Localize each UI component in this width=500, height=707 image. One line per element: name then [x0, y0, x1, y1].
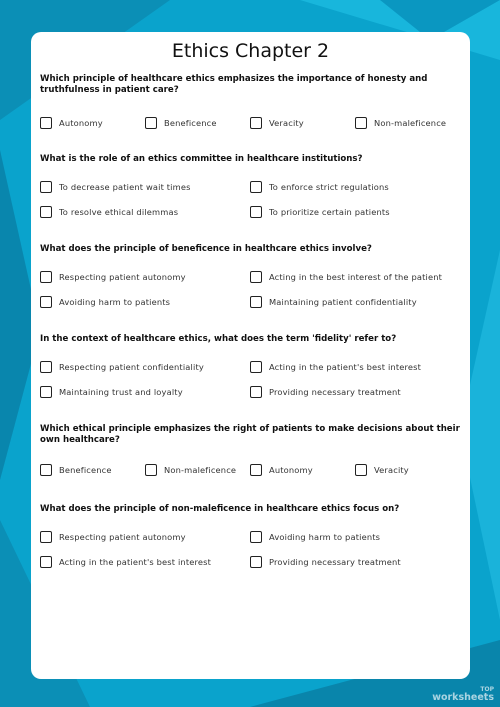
- option-label: Beneficence: [164, 118, 217, 128]
- option-label: Beneficence: [59, 465, 112, 475]
- checkbox[interactable]: [355, 117, 367, 129]
- q6-option-2[interactable]: [250, 529, 380, 545]
- q5-option-4[interactable]: [355, 462, 409, 478]
- option-label: Non-maleficence: [374, 118, 447, 128]
- q4-option-1[interactable]: [40, 359, 204, 375]
- q4-option-2[interactable]: [250, 359, 421, 375]
- q2-option-4[interactable]: [250, 204, 390, 220]
- option-label: To decrease patient wait times: [59, 182, 191, 192]
- brand-bottom: worksheets: [432, 692, 494, 703]
- q1-option-2[interactable]: [145, 115, 217, 131]
- checkbox[interactable]: [40, 271, 52, 283]
- q5-option-1[interactable]: [40, 462, 112, 478]
- option-label: Providing necessary treatment: [269, 387, 401, 397]
- checkbox[interactable]: [250, 117, 262, 129]
- checkbox[interactable]: [40, 464, 52, 476]
- q6-option-1[interactable]: [40, 529, 186, 545]
- q1-option-4[interactable]: [355, 115, 446, 131]
- q6-option-3[interactable]: [40, 554, 211, 570]
- q1-option-1[interactable]: [40, 115, 103, 131]
- option-label: Veracity: [269, 118, 304, 128]
- option-label: Veracity: [374, 465, 409, 475]
- option-label: Acting in the patient's best interest: [59, 557, 211, 567]
- q6-option-4[interactable]: [250, 554, 401, 570]
- question-5-text: Which ethical principle emphasizes the right of patients to make decisions about their own healthcare?: [40, 424, 460, 445]
- q3-option-2[interactable]: [250, 269, 442, 285]
- question-4-text: In the context of healthcare ethics, what does the term 'fidelity' refer to?: [40, 334, 397, 344]
- checkbox[interactable]: [145, 117, 157, 129]
- checkbox[interactable]: [250, 556, 262, 568]
- option-label: Maintaining trust and loyalty: [59, 387, 183, 397]
- option-label: Autonomy: [59, 118, 103, 128]
- q3-option-4[interactable]: [250, 294, 417, 310]
- checkbox[interactable]: [250, 531, 262, 543]
- option-label: To resolve ethical dilemmas: [59, 207, 179, 217]
- q2-option-1[interactable]: [40, 179, 191, 195]
- q2-option-3[interactable]: [40, 204, 178, 220]
- q1-option-3[interactable]: [250, 115, 304, 131]
- worksheet-title: Ethics Chapter 2: [171, 40, 330, 62]
- checkbox[interactable]: [250, 181, 262, 193]
- option-label: Maintaining patient confidentiality: [269, 297, 417, 307]
- checkbox[interactable]: [40, 296, 52, 308]
- checkbox[interactable]: [40, 531, 52, 543]
- option-label: To enforce strict regulations: [269, 182, 389, 192]
- q2-option-2[interactable]: [250, 179, 389, 195]
- question-2-text: What is the role of an ethics committee in healthcare institutions?: [40, 154, 363, 164]
- checkbox[interactable]: [40, 386, 52, 398]
- q4-option-3[interactable]: [40, 384, 183, 400]
- option-label: To prioritize certain patients: [269, 207, 390, 217]
- option-label: Acting in the best interest of the patient: [269, 272, 443, 282]
- brand-logo: [432, 687, 494, 703]
- q3-option-3[interactable]: [40, 294, 170, 310]
- option-label: Providing necessary treatment: [269, 557, 401, 567]
- option-label: Acting in the patient's best interest: [269, 362, 421, 372]
- question-1-text: Which principle of healthcare ethics emphasizes the importance of honesty and truthfulness in patient care?: [40, 74, 428, 95]
- option-label: Non-maleficence: [164, 465, 237, 475]
- worksheet-card: [31, 32, 470, 679]
- question-3-text: What does the principle of beneficence in healthcare ethics involve?: [40, 244, 372, 254]
- checkbox[interactable]: [40, 181, 52, 193]
- checkbox[interactable]: [250, 296, 262, 308]
- option-label: Respecting patient autonomy: [59, 272, 186, 282]
- checkbox[interactable]: [40, 117, 52, 129]
- checkbox[interactable]: [250, 271, 262, 283]
- q4-option-4[interactable]: [250, 384, 401, 400]
- checkbox[interactable]: [250, 386, 262, 398]
- option-label: Avoiding harm to patients: [59, 297, 171, 307]
- option-label: Avoiding harm to patients: [269, 532, 381, 542]
- checkbox[interactable]: [40, 556, 52, 568]
- checkbox[interactable]: [250, 361, 262, 373]
- option-label: Respecting patient confidentiality: [59, 362, 204, 372]
- q5-option-2[interactable]: [145, 462, 236, 478]
- option-label: Autonomy: [269, 465, 313, 475]
- q3-option-1[interactable]: [40, 269, 186, 285]
- q5-option-3[interactable]: [250, 462, 313, 478]
- checkbox[interactable]: [250, 206, 262, 218]
- checkbox[interactable]: [250, 464, 262, 476]
- checkbox[interactable]: [355, 464, 367, 476]
- checkbox[interactable]: [145, 464, 157, 476]
- brand-top: TOP: [480, 686, 494, 693]
- checkbox[interactable]: [40, 361, 52, 373]
- option-label: Respecting patient autonomy: [59, 532, 186, 542]
- checkbox[interactable]: [40, 206, 52, 218]
- question-6-text: What does the principle of non-maleficence in healthcare ethics focus on?: [40, 504, 400, 514]
